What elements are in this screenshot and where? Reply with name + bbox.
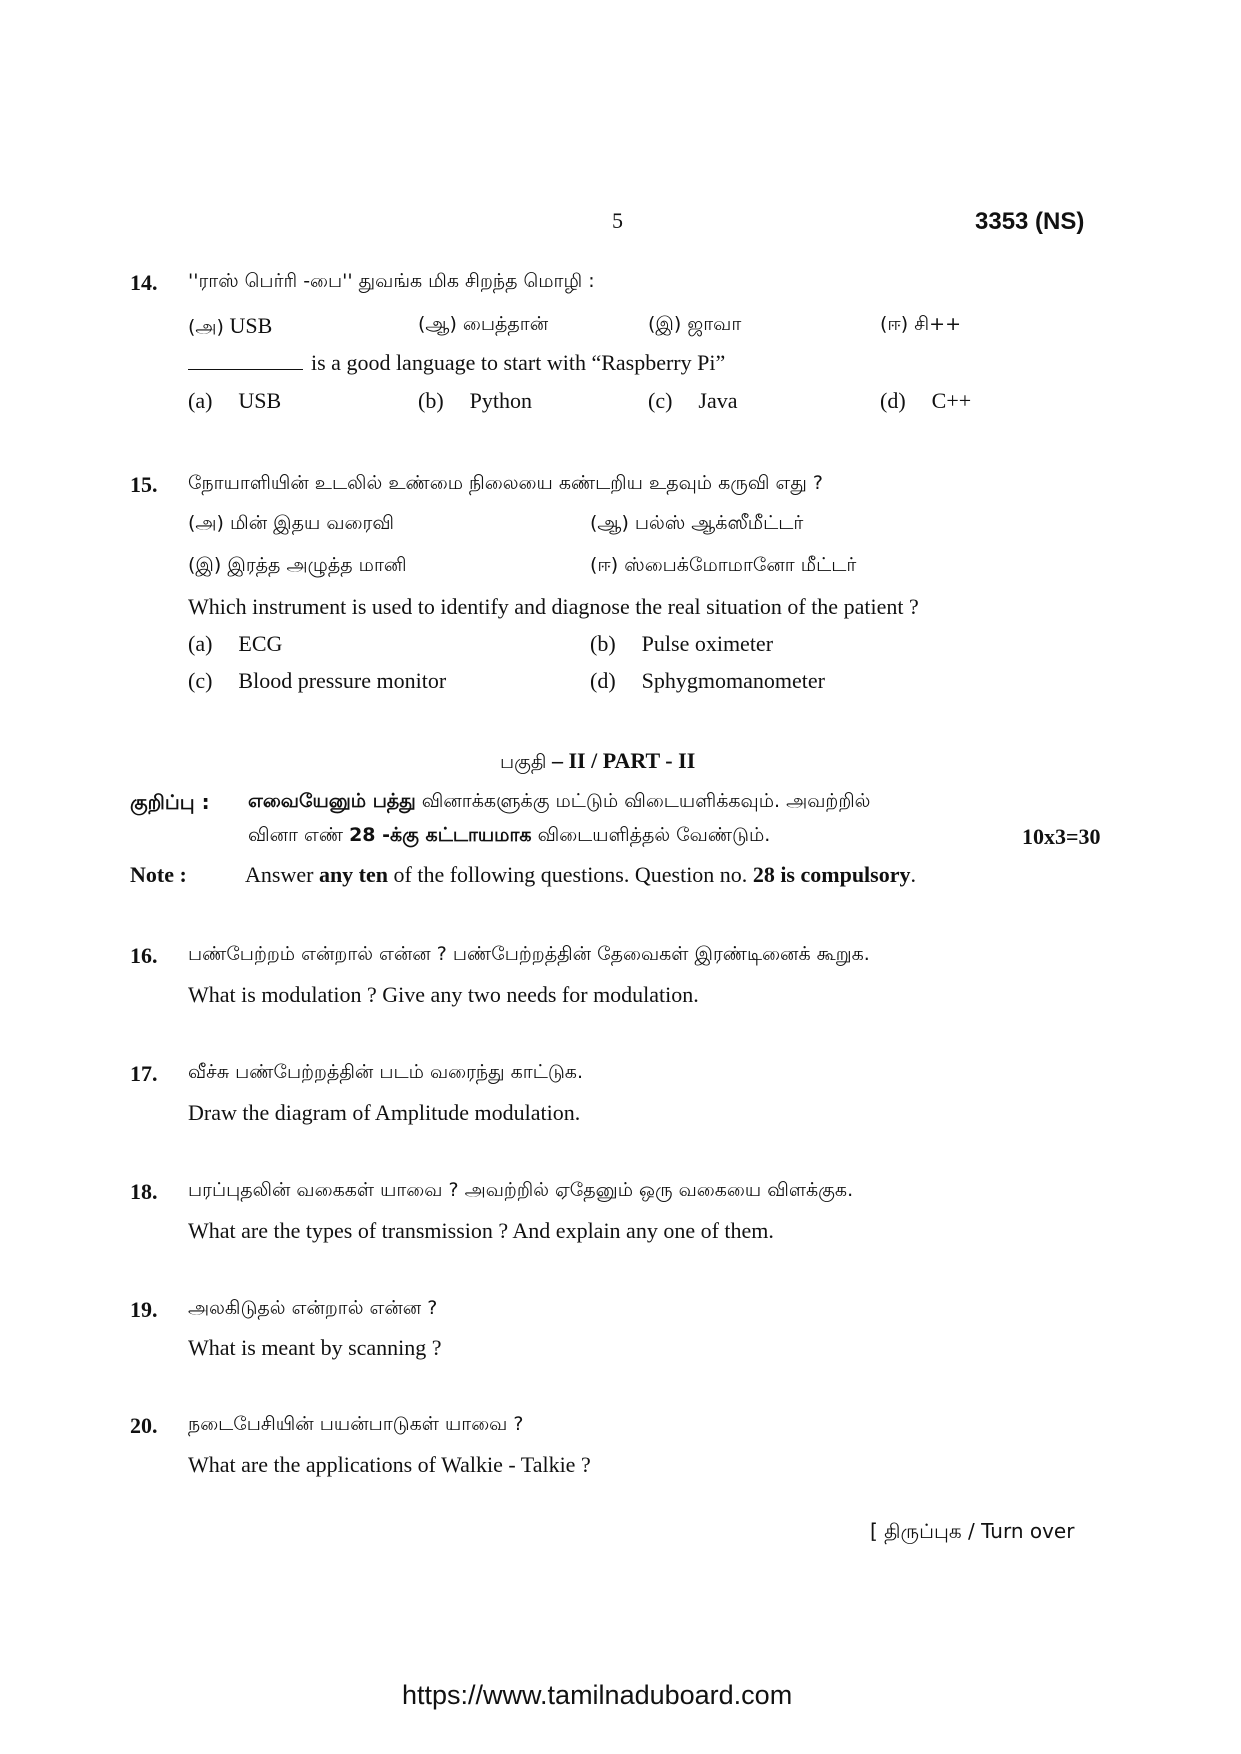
marks: 10x3=30 (1022, 824, 1101, 849)
option-tamil-b: (ஆ) பைத்தான் (418, 313, 549, 335)
question-number: 17. (130, 1061, 158, 1086)
note-english-text: Answer any ten of the following questions. Question no. 28 is compulsory. (245, 862, 916, 887)
question-number: 19. (130, 1297, 158, 1322)
option-tamil-c: (இ) இரத்த அழுத்த மானி (188, 554, 407, 576)
note-tamil-line-1: எவையேனும் பத்து வினாக்களுக்கு மட்டும் விடையளிக்கவும். அவற்றில் (248, 790, 871, 812)
question-number: 15. (130, 472, 158, 497)
option-english-c: (c) Java (648, 388, 738, 413)
option-tamil-a: (அ) USB (188, 313, 273, 338)
note-label-tamil: குறிப்பு : (130, 790, 210, 814)
question-text-english: Draw the diagram of Amplitude modulation. (188, 1100, 581, 1125)
question-number: 20. (130, 1413, 158, 1438)
option-english-b: (b) Pulse oximeter (590, 631, 774, 656)
option-tamil-d: (ஈ) ஸ்பைக்மோமானோ மீட்டர் (590, 554, 857, 576)
option-english-a: (a) ECG (188, 631, 283, 656)
answer-blank (188, 353, 303, 370)
option-tamil-a: (அ) மின் இதய வரைவி (188, 512, 394, 534)
question-text-english: What are the applications of Walkie - Talkie ? (188, 1452, 591, 1477)
question-text-tamil: பரப்புதலின் வகைகள் யாவை ? அவற்றில் ஏதேனும் ஒரு வகையை விளக்குக. (188, 1179, 854, 1201)
part-heading: பகுதி – II / PART - II (500, 748, 696, 773)
question-text-tamil: வீச்சு பண்பேற்றத்தின் படம் வரைந்து காட்டுக. (188, 1061, 583, 1083)
question-text-english: What are the types of transmission ? And explain any one of them. (188, 1218, 774, 1243)
question-text-english: Which instrument is used to identify and diagnose the real situation of the patient ? (188, 594, 919, 619)
question-number: 16. (130, 943, 158, 968)
question-text-english: What is meant by scanning ? (188, 1335, 442, 1360)
option-english-c: (c) Blood pressure monitor (188, 668, 447, 693)
page-number: 5 (612, 208, 623, 233)
note-label-english: Note : (130, 862, 187, 887)
question-text-tamil: நடைபேசியின் பயன்பாடுகள் யாவை ? (188, 1413, 524, 1435)
question-number: 14. (130, 270, 158, 295)
option-english-d: (d) C++ (880, 388, 972, 413)
option-english-b: (b) Python (418, 388, 533, 413)
question-text-tamil: நோயாளியின் உடலில் உண்மை நிலையை கண்டறிய உதவும் கருவி எது ? (188, 472, 823, 494)
option-tamil-d: (ஈ) சி++ (880, 313, 962, 335)
option-english-d: (d) Sphygmomanometer (590, 668, 825, 693)
question-text-english: is a good language to start with “Raspberry Pi” (188, 350, 725, 376)
watermark-url[interactable]: https://www.tamilnaduboard.com (402, 1680, 793, 1710)
turn-over: [ திருப்புக / Turn over (870, 1519, 1075, 1543)
paper-code: 3353 (NS) (975, 208, 1085, 235)
option-tamil-c: (இ) ஜாவா (648, 313, 742, 335)
question-text-english: What is modulation ? Give any two needs for modulation. (188, 982, 699, 1007)
note-tamil-line-2: வினா எண் 28 -க்கு கட்டாயமாக விடையளித்தல் வேண்டும். (248, 824, 771, 846)
option-english-a: (a) USB (188, 388, 282, 413)
question-text-tamil: பண்பேற்றம் என்றால் என்ன ? பண்பேற்றத்தின் தேவைகள் இரண்டினைக் கூறுக. (188, 943, 870, 965)
question-text-tamil: ''ராஸ் பெர்ரி -பை'' துவங்க மிக சிறந்த மொழி : (188, 270, 595, 292)
option-tamil-b: (ஆ) பல்ஸ் ஆக்ஸீமீட்டர் (590, 512, 804, 534)
question-number: 18. (130, 1179, 158, 1204)
question-text-tamil: அலகிடுதல் என்றால் என்ன ? (188, 1297, 438, 1319)
